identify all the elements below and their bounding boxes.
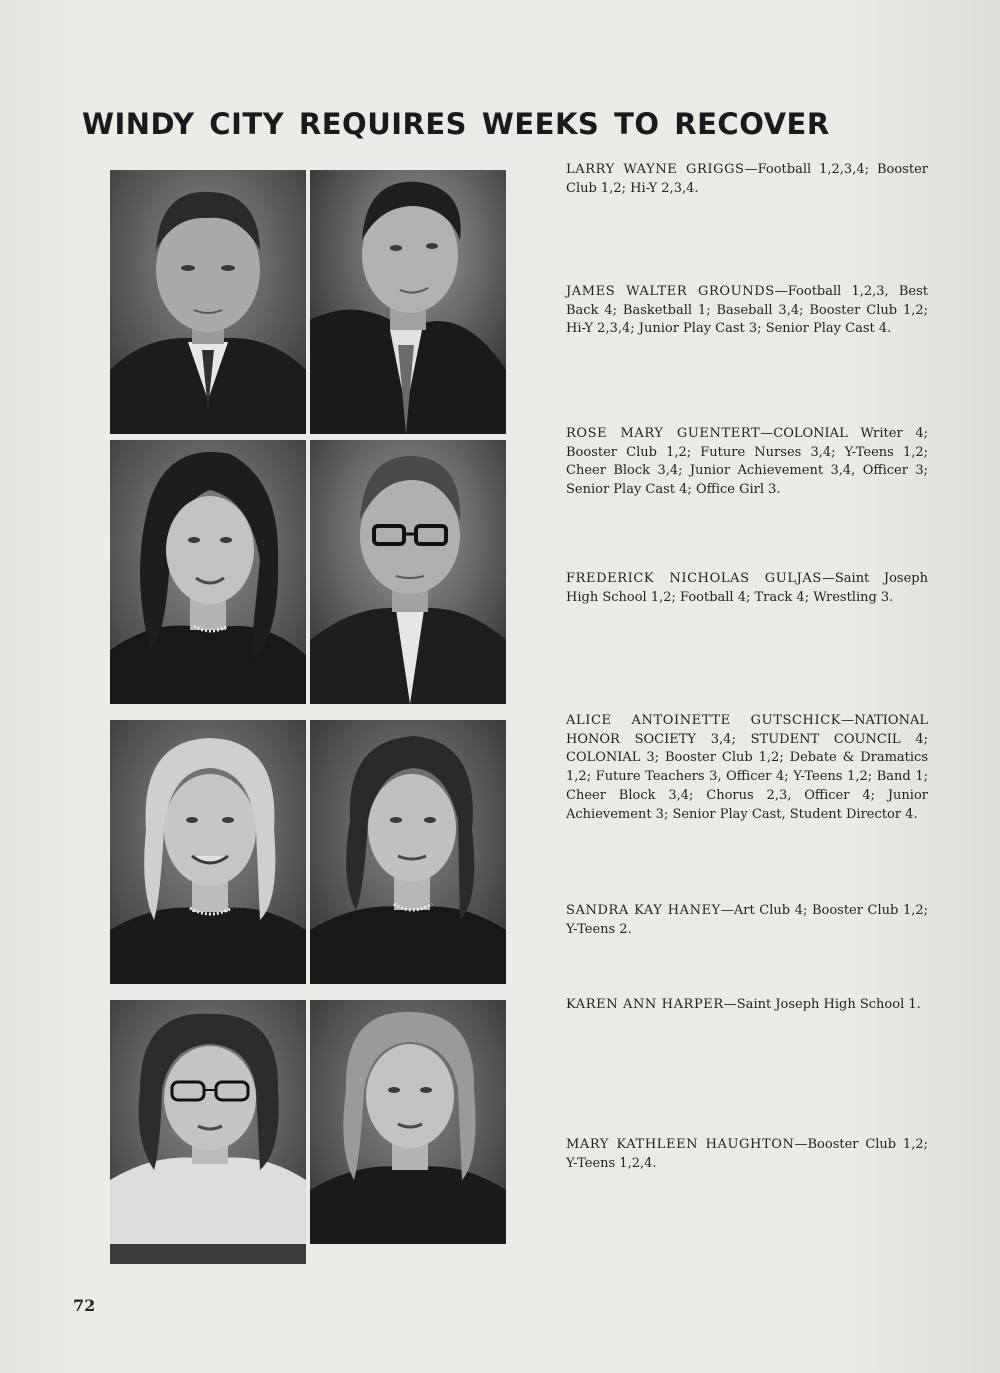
student-activities: —Booster Club 1,2; Y-Teens 1,2,4. <box>566 1137 928 1171</box>
portrait-frederick-nicholas-guljas <box>310 440 506 704</box>
student-activities: —Saint Joseph High School 1. <box>723 997 921 1012</box>
student-name: ROSE MARY GUENTERT <box>566 426 761 441</box>
student-name: FREDERICK NICHOLAS GULJAS <box>566 571 822 586</box>
page-headline: windy city requires weeks to recover <box>82 96 830 144</box>
bio-mary-kathleen-haughton <box>566 1136 928 1173</box>
student-name: KAREN ANN HARPER <box>566 997 724 1012</box>
page-number: 72 <box>73 1296 96 1315</box>
bio-rose-mary-guentert <box>566 425 928 500</box>
student-activities: —Saint Joseph High School 1,2; Football 4; Track 4; Wrestling 3. <box>566 571 928 605</box>
student-name: SANDRA KAY HANEY <box>566 903 721 918</box>
student-activities: —NATIONAL HONOR SOCIETY 3,4; STUDENT COUNCIL 4; COLONIAL 3; Booster Club 1,2; Debate & Dramatics 1,2; Future Teachers 3, Officer 4; Y-Teens 1,2; Band 1; Cheer Block 3,4; Chorus 2,3, Officer 4; Junior Achievement 3; Senior Play Cast, Student Director 4. <box>566 713 928 822</box>
student-name: LARRY WAYNE GRIGGS <box>566 162 745 177</box>
bio-alice-antoinette-gutschick <box>566 712 928 824</box>
student-activities: —COLONIAL Writer 4; Booster Club 1,2; Future Nurses 3,4; Y-Teens 1,2; Cheer Block 3,4; Junior Achievement 3,4, Officer 3; Senior Play Cast 4; Office Girl 3. <box>566 426 928 498</box>
student-name: ALICE ANTOINETTE GUTSCHICK <box>566 713 842 728</box>
portrait-karen-ann-harper <box>110 1000 306 1264</box>
portrait-mary-kathleen-haughton <box>310 1000 506 1244</box>
student-activities: —Football 1,2,3, Best Back 4; Basketball 1; Baseball 3,4; Booster Club 1,2; Hi-Y 2,3,4; Junior Play Cast 3; Senior Play Cast 4. <box>566 284 928 337</box>
bio-larry-wayne-griggs <box>566 161 928 198</box>
bio-james-walter-grounds <box>566 283 928 339</box>
student-activities: —Art Club 4; Booster Club 1,2; Y-Teens 2. <box>566 903 928 937</box>
student-name: JAMES WALTER GROUNDS <box>566 284 775 299</box>
portrait-larry-wayne-griggs <box>110 170 306 434</box>
bio-frederick-nicholas-guljas <box>566 570 928 607</box>
portrait-alice-antoinette-gutschick <box>110 720 306 984</box>
bio-karen-ann-harper <box>566 996 928 1015</box>
student-name: MARY KATHLEEN HAUGHTON <box>566 1137 795 1152</box>
portrait-james-walter-grounds <box>310 170 506 434</box>
portrait-sandra-kay-haney <box>310 720 506 984</box>
bio-sandra-kay-haney <box>566 902 928 939</box>
portrait-rose-mary-guentert <box>110 440 306 704</box>
portrait-grid <box>110 170 506 1244</box>
student-activities: —Football 1,2,3,4; Booster Club 1,2; Hi-Y 2,3,4. <box>566 162 928 196</box>
